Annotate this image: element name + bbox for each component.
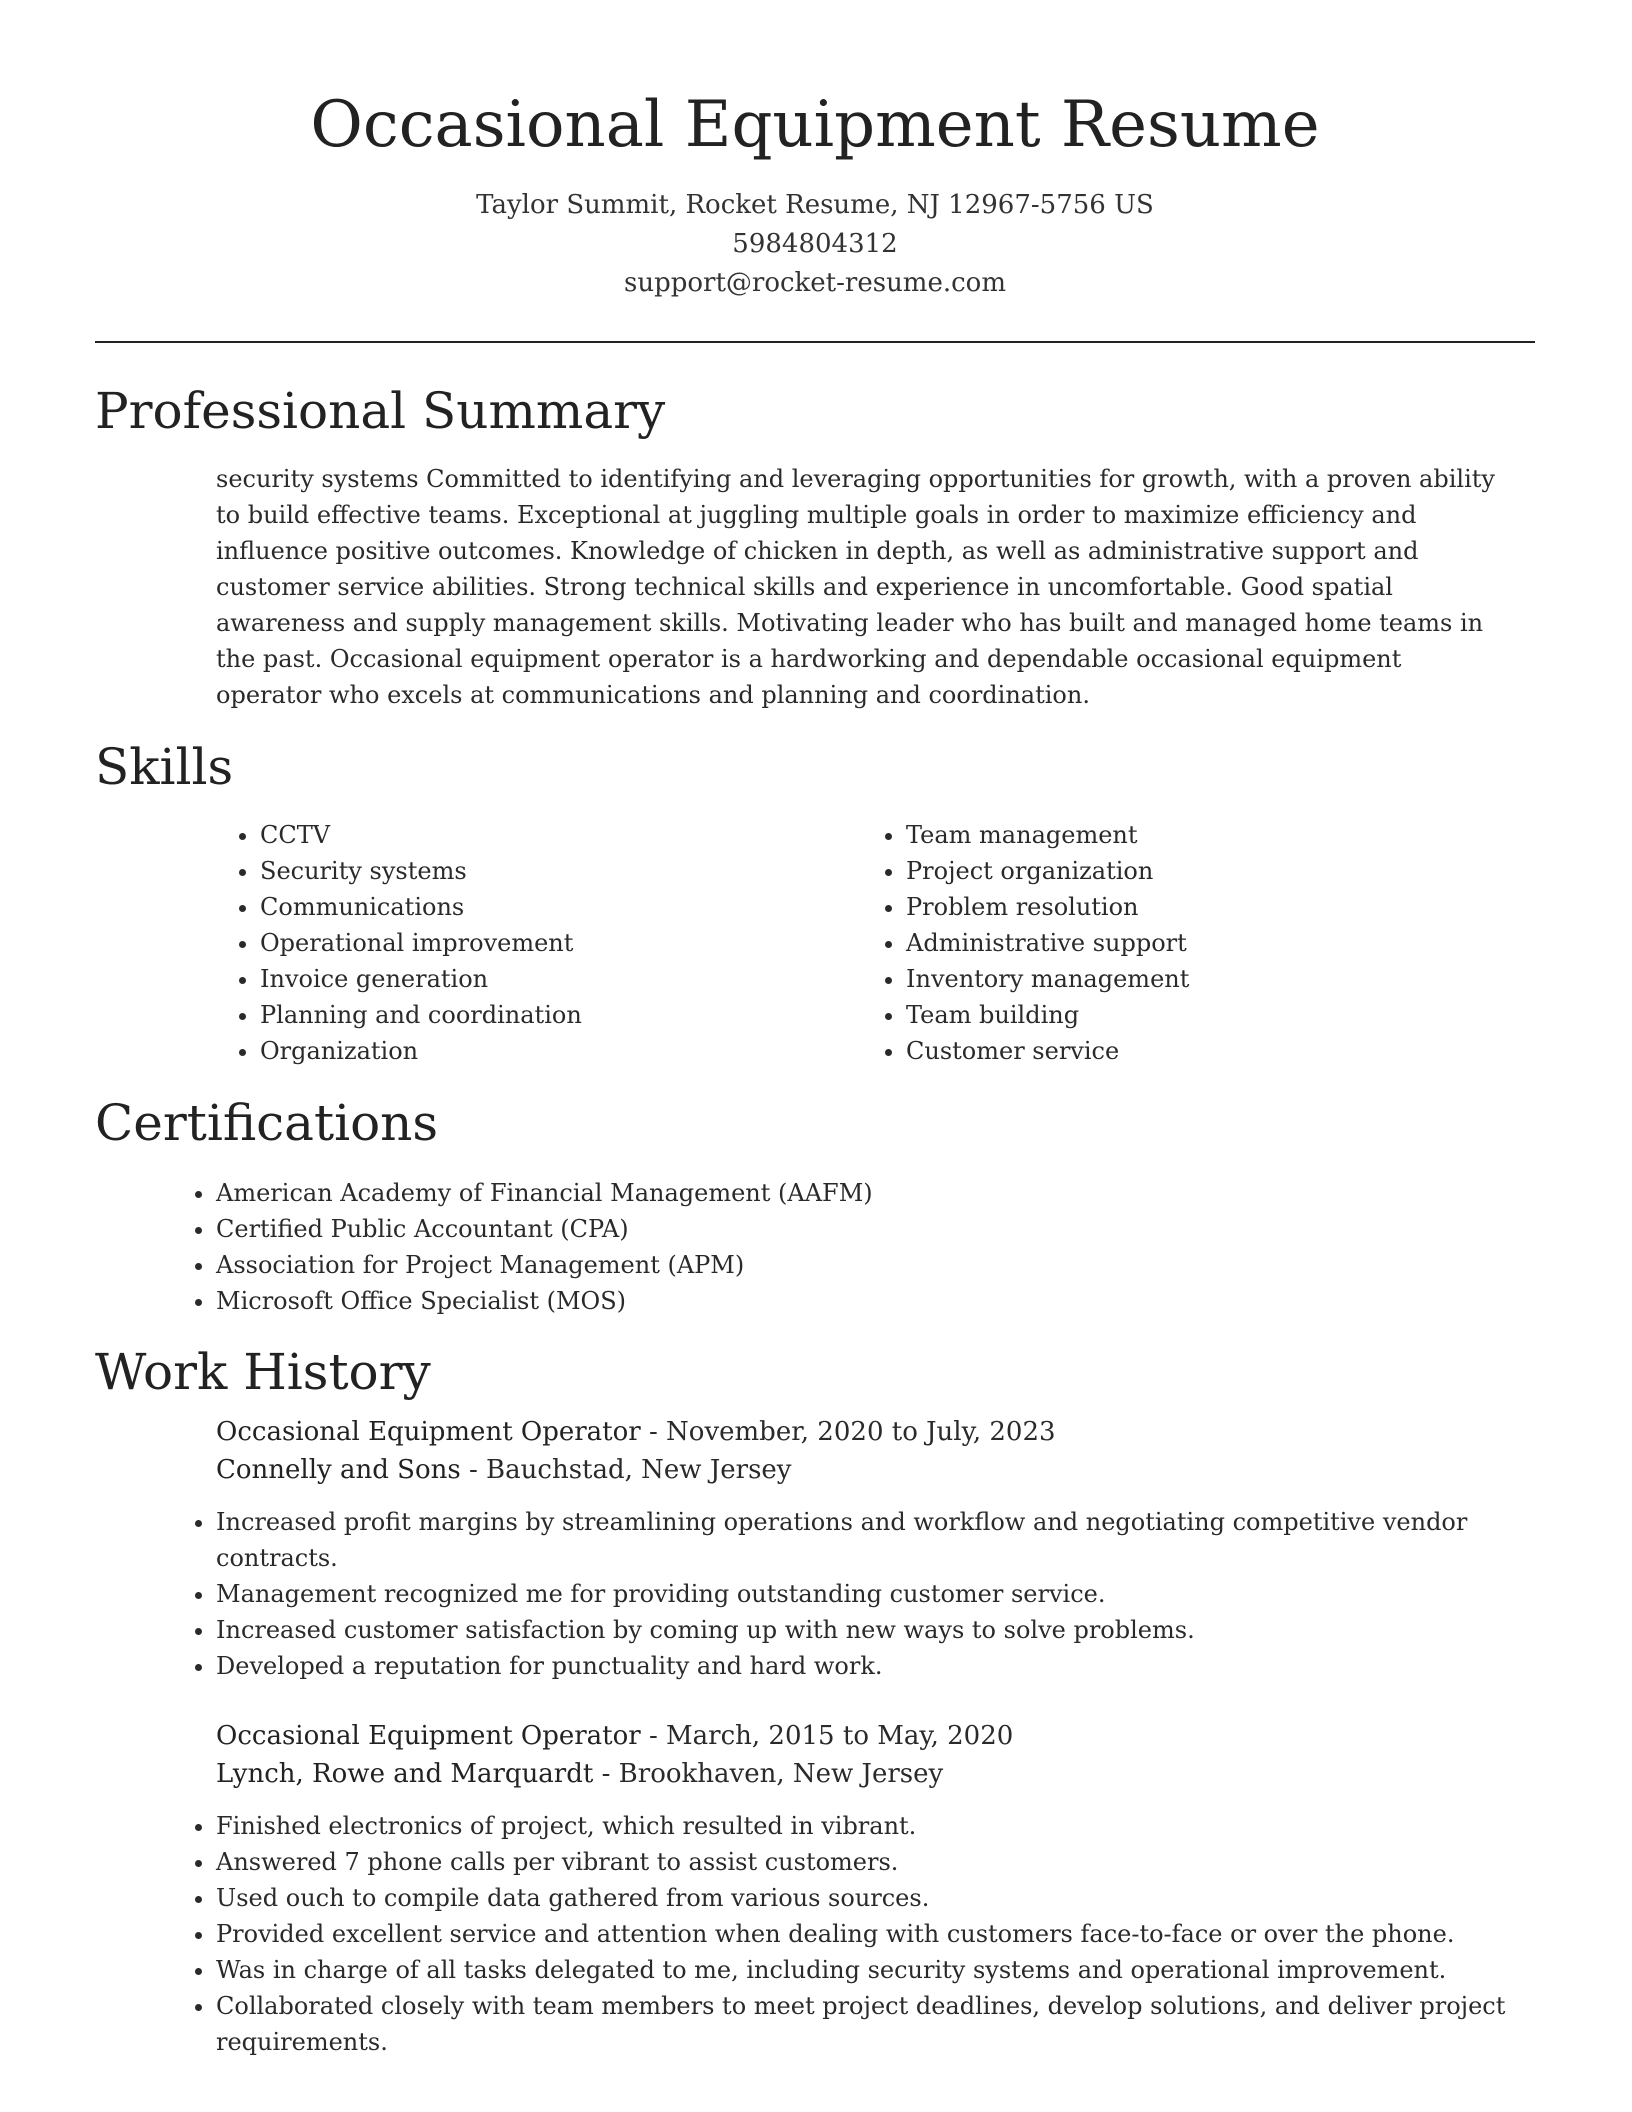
list-item: • Project organization	[906, 853, 1189, 889]
job-company: Lynch, Rowe and Marquardt	[216, 1759, 594, 1789]
skills-list-left	[216, 817, 582, 1069]
job-bullets	[172, 1504, 1526, 1684]
list-item: • American Academy of Financial Management (AAFM)	[216, 1175, 873, 1211]
list-item: • Communications	[260, 889, 582, 925]
contact-email: support@rocket-resume.com	[623, 268, 1006, 298]
job-entry	[216, 1413, 1526, 1684]
document-title: Occasional Equipment Resume	[310, 88, 1320, 162]
summary-text: security systems Committed to identifying and leveraging opportunities for growth, with a proven ability to build effective teams. Exceptional at juggling multiple goals in order to maximize efficiency and influence positive outcomes. Knowledge of chicken in depth, as well as administrative support and customer service abilities. Strong technical skills and experience in uncomfortable. Good spatial awareness and supply management skills. Motivating leader who has built and managed home teams in the past. Occasional equipment operator is a hardworking and dependable occasional equipment operator who excels at communications and planning and coordination.	[216, 465, 1495, 709]
list-item: • Team building	[906, 997, 1189, 1033]
job-title-line	[216, 1413, 1526, 1451]
skills-column-right	[862, 817, 1189, 1069]
job-dates: March, 2015 to May, 2020	[666, 1721, 1014, 1751]
header-divider	[95, 341, 1535, 343]
contact-address: Taylor Summit, Rocket Resume, NJ 12967-5756 US	[476, 190, 1154, 220]
list-item: • Invoice generation	[260, 961, 582, 997]
list-item: • Was in charge of all tasks delegated to me, including security systems and operational improvement.	[216, 1952, 1526, 1988]
skills-heading: Skills	[95, 738, 234, 796]
list-item: • Finished electronics of project, which resulted in vibrant.	[216, 1808, 1526, 1844]
list-item: • Operational improvement	[260, 925, 582, 961]
certifications-section	[216, 1175, 873, 1319]
list-item: • Increased customer satisfaction by coming up with new ways to solve problems.	[216, 1612, 1526, 1648]
list-item: • Association for Project Management (APM)	[216, 1247, 873, 1283]
job-location: Brookhaven, New Jersey	[618, 1759, 944, 1789]
list-item: • Planning and coordination	[260, 997, 582, 1033]
job-location: Bauchstad, New Jersey	[486, 1455, 792, 1485]
list-item: • Collaborated closely with team members to meet project deadlines, develop solutions, and deliver project requirements.	[216, 1988, 1526, 2060]
separator: -	[640, 1721, 667, 1751]
list-item: • Customer service	[906, 1033, 1189, 1069]
job-company-line	[216, 1755, 1526, 1793]
list-item: • Administrative support	[906, 925, 1189, 961]
job-title: Occasional Equipment Operator	[216, 1417, 641, 1447]
job-bullets	[172, 1808, 1526, 2060]
job-title: Occasional Equipment Operator	[216, 1721, 641, 1751]
separator: -	[593, 1759, 619, 1789]
skills-column-left	[216, 817, 582, 1069]
contact-phone: 5984804312	[732, 229, 898, 259]
job-dates: November, 2020 to July, 2023	[666, 1417, 1056, 1447]
list-item: • Developed a reputation for punctuality and hard work.	[216, 1648, 1526, 1684]
list-item: • Problem resolution	[906, 889, 1189, 925]
separator: -	[640, 1417, 667, 1447]
job-title-line	[216, 1717, 1526, 1755]
list-item: • Used ouch to compile data gathered from various sources.	[216, 1880, 1526, 1916]
separator: -	[460, 1455, 487, 1485]
work-history-heading: Work History	[95, 1343, 431, 1401]
job-entry	[216, 1717, 1526, 2060]
job-bullet-list	[172, 1504, 1526, 1684]
list-item: • Answered 7 phone calls per vibrant to assist customers.	[216, 1844, 1526, 1880]
list-item: • Increased profit margins by streamlining operations and workflow and negotiating competitive vendor contracts.	[216, 1504, 1526, 1576]
contact-block	[95, 186, 1535, 303]
list-item: • Certified Public Accountant (CPA)	[216, 1211, 873, 1247]
skills-list-right	[862, 817, 1189, 1069]
certifications-heading: Certifications	[95, 1094, 439, 1152]
job-company: Connelly and Sons	[216, 1455, 461, 1485]
list-item: • Management recognized me for providing outstanding customer service.	[216, 1576, 1526, 1612]
certifications-list	[172, 1175, 873, 1319]
list-item: • Organization	[260, 1033, 582, 1069]
list-item: • Provided excellent service and attention when dealing with customers face-to-face or over the phone.	[216, 1916, 1526, 1952]
list-item: • Team management	[906, 817, 1189, 853]
list-item: • Security systems	[260, 853, 582, 889]
resume-header	[95, 80, 1535, 303]
summary-heading: Professional Summary	[95, 382, 666, 440]
job-company-line	[216, 1451, 1526, 1489]
job-bullet-list	[172, 1808, 1526, 2060]
list-item: • Microsoft Office Specialist (MOS)	[216, 1283, 873, 1319]
list-item: • CCTV	[260, 817, 582, 853]
list-item: • Inventory management	[906, 961, 1189, 997]
